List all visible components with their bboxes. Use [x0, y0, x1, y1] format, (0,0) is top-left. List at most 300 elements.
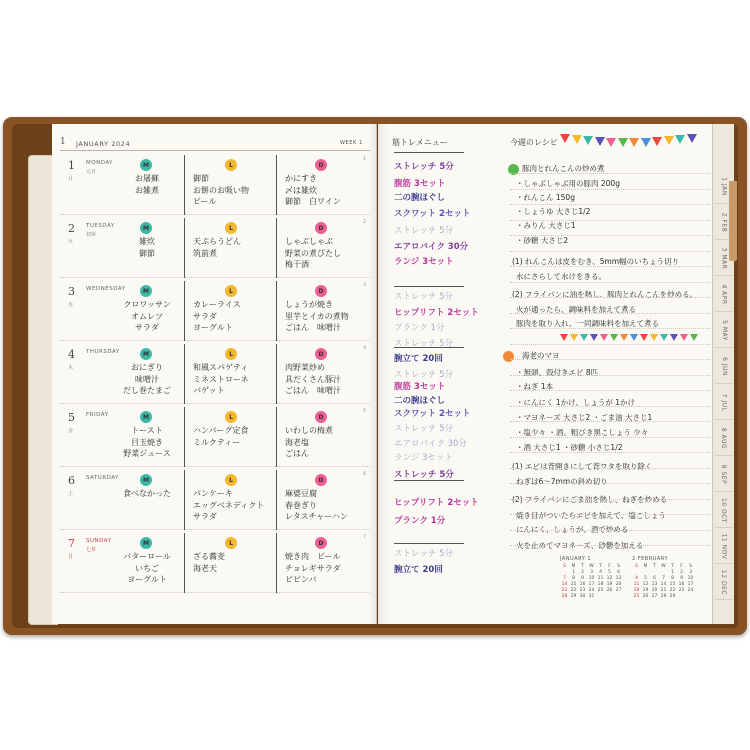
exercise-item[interactable]: エアロバイク 30分 — [394, 242, 469, 252]
recipe-line: (2) フライパンにごま油を熱し、ねぎを炒める — [512, 495, 668, 504]
mini-calendar-day: F — [608, 564, 611, 569]
mini-calendar-day: 21 — [660, 588, 667, 593]
lunch-menu-line: カレーライス — [193, 300, 241, 309]
mini-calendar-title: JANUARY 1 — [560, 556, 592, 562]
mini-calendar-day: 17 — [687, 582, 694, 587]
mini-calendar-day: S — [563, 564, 566, 569]
mini-calendar-day: 19 — [642, 588, 649, 593]
exercise-item[interactable]: ランジ 3セット — [394, 453, 453, 463]
morning-menu — [112, 299, 182, 334]
month-tab-label: 1 JAN — [720, 176, 728, 196]
dinner-menu — [285, 488, 368, 523]
morning-menu — [112, 425, 182, 460]
mini-calendar-day: 25 — [633, 594, 640, 599]
day-number: 3 — [68, 285, 75, 298]
lunch-menu — [193, 488, 272, 523]
mini-calendar-grid — [560, 564, 623, 599]
mini-calendar-title: 2 FEBRUARY — [632, 556, 668, 562]
day-weekday-kanji: 金 — [68, 428, 74, 434]
bunting-flag — [570, 334, 578, 341]
lunch-menu-line: エッグベネディクト — [193, 500, 265, 510]
morning-menu-line: 食べなかった — [123, 489, 171, 498]
exercise-item[interactable]: ストレッチ 5分 — [394, 424, 454, 434]
exercise-item[interactable]: ストレッチ 5分 — [394, 470, 454, 480]
bunting-flag — [670, 334, 678, 341]
month-tab[interactable] — [713, 384, 735, 420]
bunting-flag — [675, 135, 685, 144]
dinner-slot[interactable] — [276, 218, 370, 278]
bunting-flag — [680, 334, 688, 341]
mini-calendar-grid — [632, 564, 695, 599]
mini-calendar-day: 7 — [563, 576, 566, 581]
lunch-menu-line: 筑前煮 — [193, 248, 217, 258]
day-name: THURSDAY — [86, 349, 120, 355]
mini-calendar-day: 28 — [660, 594, 667, 599]
morning-menu — [112, 551, 182, 586]
bunting-flag — [580, 334, 588, 341]
mini-calendar-day: 18 — [633, 588, 640, 593]
dinner-menu-line: しゃぶしゃぶ — [285, 237, 333, 246]
lunch-slot[interactable] — [184, 281, 274, 341]
lunch-menu — [193, 173, 272, 208]
morning-menu-line: バターロール — [123, 552, 171, 561]
dinner-menu-line: ビビンバ — [285, 575, 317, 584]
mini-calendar-day: 4 — [599, 570, 602, 575]
exercise-item[interactable]: 腕立て 20回 — [394, 565, 443, 575]
mini-calendar-day: S — [689, 564, 692, 569]
morning-menu — [112, 362, 182, 397]
mini-calendar-day: 15 — [669, 582, 676, 587]
lunch-menu-line: バゲット — [193, 386, 225, 395]
morning-menu-line: お雑煮 — [135, 185, 159, 195]
exercise-underline — [394, 543, 464, 544]
dinner-dot-icon: D — [315, 285, 327, 297]
mini-calendar-day: 2 — [680, 570, 683, 575]
mini-calendar-day: 9 — [680, 576, 683, 581]
mini-calendar-day: 22 — [570, 588, 577, 593]
morning-menu-line: 雑炊 — [139, 237, 155, 246]
bunting-flag — [600, 334, 608, 341]
lunch-menu-line: ミネストローネ — [193, 374, 249, 384]
lunch-menu-line: ミルクティー — [193, 437, 241, 447]
mini-calendar-day: 3 — [590, 570, 593, 575]
mini-calendar-day: 16 — [579, 582, 586, 587]
recipe-rule — [510, 359, 710, 360]
dinner-dot-icon: D — [315, 222, 327, 234]
morning-slot[interactable] — [112, 218, 182, 278]
day-weekday-kanji: 日 — [68, 554, 74, 560]
bunting-flag — [630, 334, 638, 341]
month-tab[interactable] — [713, 456, 735, 492]
morning-menu-line: 御節 — [139, 248, 155, 258]
exercise-item[interactable]: スクワット 2セット — [394, 409, 471, 419]
mini-calendar-day: 12 — [606, 576, 613, 581]
dinner-menu-line: 麻婆豆腐 — [285, 489, 317, 498]
day-name: MONDAY — [86, 160, 114, 166]
mini-calendar-day: 23 — [678, 588, 685, 593]
day-row — [60, 344, 370, 404]
dinner-slot[interactable] — [276, 155, 370, 215]
mini-calendar-day: 29 — [570, 594, 577, 599]
morning-menu-line: おにぎり — [131, 363, 163, 372]
lunch-slot[interactable] — [184, 533, 274, 593]
morning-menu-line: サラダ — [135, 323, 159, 332]
recipe-rule — [510, 313, 710, 314]
morning-menu-line: いちご — [135, 563, 159, 573]
recipe-rule — [510, 344, 710, 345]
exercise-underline — [394, 152, 464, 153]
dinner-menu-line: 具だくさん豚汁 — [285, 374, 341, 384]
recipe-rule — [510, 328, 710, 329]
week-label: WEEK 1 — [340, 140, 363, 146]
mini-calendar-day: 1 — [671, 570, 674, 575]
recipe-rule — [510, 220, 710, 221]
lunch-dot-icon: L — [225, 474, 237, 486]
morning-slot[interactable] — [112, 155, 182, 215]
day-mark: 3 — [363, 283, 366, 288]
mini-calendar-day — [641, 570, 650, 575]
morning-slot[interactable] — [112, 470, 182, 530]
mini-calendar-day: 24 — [687, 588, 694, 593]
bunting-flag — [640, 334, 648, 341]
day-name: TUESDAY — [86, 223, 115, 229]
dinner-menu-line: 肉野菜炒め — [285, 363, 325, 372]
dinner-menu-line: ごはん 味噌汁 — [285, 386, 341, 395]
mini-calendar-day: S — [635, 564, 638, 569]
recipe-line: ・砂糖 大さじ2 — [516, 236, 569, 245]
exercise-item[interactable]: ストレッチ 5分 — [394, 370, 454, 380]
day-note: 元日 — [86, 169, 97, 175]
recipe-line: (1) れんこんは皮をむき、5mm幅のいちょう切り — [512, 257, 680, 266]
month-tab-label: 6 JUN — [720, 356, 728, 376]
month-tab[interactable] — [713, 348, 735, 384]
morning-menu-line: 野菜ジュース — [123, 449, 171, 458]
dinner-menu-line: 焼き肉 ビール — [285, 552, 341, 561]
recipe-line: 水にさらして水けをきる。 — [516, 272, 606, 281]
day-mark: 5 — [363, 409, 366, 414]
recipe-rule — [510, 530, 710, 531]
dinner-menu — [285, 236, 368, 271]
day-row — [60, 533, 370, 593]
exercise-item[interactable]: ストレッチ 5分 — [394, 292, 454, 302]
exercise-item[interactable]: 腹筋 3セット — [394, 179, 446, 189]
day-note: 初夢 — [86, 232, 97, 238]
day-name: FRIDAY — [86, 412, 109, 418]
lunch-dot-icon: L — [225, 537, 237, 549]
exercise-item[interactable]: プランク 1分 — [394, 323, 445, 333]
month-tab[interactable] — [713, 276, 735, 312]
mini-calendar-day: 15 — [570, 582, 577, 587]
recipe-line: 海老のマヨ — [522, 351, 560, 360]
recipe-line: ・みりん 大さじ1 — [516, 221, 576, 230]
mini-calendar-day: 12 — [642, 582, 649, 587]
day-row — [60, 470, 370, 530]
exercise-item[interactable]: 二の腕ほぐし — [394, 396, 446, 406]
mini-calendar-day: 21 — [561, 588, 568, 593]
day-weekday-kanji: 火 — [68, 239, 74, 245]
mini-calendar-day: 8 — [572, 576, 575, 581]
bunting-flag — [590, 334, 598, 341]
recipe-line: 豚肉を取り入れ、一同調味料を加えて煮る — [516, 319, 659, 328]
mini-calendar-day: T — [581, 564, 584, 569]
bunting-flag — [687, 134, 697, 143]
bunting-flag — [629, 138, 639, 147]
recipe-rule — [510, 266, 710, 267]
morning-dot-icon: M — [140, 285, 152, 297]
mini-calendar-day: F — [680, 564, 683, 569]
morning-menu-line: 目玉焼き — [131, 437, 163, 447]
morning-slot[interactable] — [112, 533, 182, 593]
exercise-item[interactable]: ランジ 3セット — [394, 257, 454, 267]
month-tab-label: 4 APR — [720, 283, 728, 305]
recipe-rule — [510, 437, 710, 438]
day-row — [60, 281, 370, 341]
morning-dot-icon: M — [140, 348, 152, 360]
day-mark: 1 — [363, 157, 366, 162]
morning-dot-icon: M — [140, 537, 152, 549]
mini-calendar-day: 8 — [671, 576, 674, 581]
exercise-item[interactable]: ストレッチ 5分 — [394, 339, 454, 349]
mini-calendar-day — [560, 570, 569, 575]
day-number: 4 — [68, 348, 75, 361]
exercise-item[interactable]: ヒップリフト 2セット — [394, 308, 479, 318]
morning-slot[interactable] — [112, 407, 182, 467]
dinner-menu — [285, 173, 368, 208]
recipe-line: ・しゃぶしゃぶ用の豚肉 200g — [516, 179, 620, 188]
lunch-menu-line: ヨーグルト — [193, 323, 233, 332]
mini-calendar-day: 29 — [669, 594, 676, 599]
exercise-item[interactable]: スクワット 2セット — [394, 209, 471, 219]
lunch-menu-line: お餅のお吸い物 — [193, 185, 249, 195]
lunch-slot[interactable] — [184, 155, 274, 215]
day-mark: 6 — [363, 472, 366, 477]
mini-calendar-day: 5 — [608, 570, 611, 575]
recipe-rule — [510, 390, 710, 391]
lunch-menu-line: ざる蕎麦 — [193, 552, 225, 561]
lunch-dot-icon: L — [225, 411, 237, 423]
recipe-line: 豚肉とれんこんの炒め煮 — [522, 164, 605, 173]
mini-calendar-day: M — [571, 564, 576, 569]
recipe-rule — [510, 499, 710, 500]
bunting-flag — [595, 137, 605, 146]
dinner-slot[interactable] — [276, 407, 370, 467]
day-name: SATURDAY — [86, 475, 119, 481]
mini-calendar-day: 1 — [572, 570, 575, 575]
recipe-line: にんにく、しょうが、酒で炒める — [516, 525, 629, 534]
bunting-flag — [618, 138, 628, 147]
dinner-dot-icon: D — [315, 474, 327, 486]
exercise-underline — [394, 480, 464, 481]
lunch-menu-line: ハンバーグ定食 — [193, 426, 249, 435]
month-tab[interactable] — [713, 564, 735, 600]
exercise-item[interactable]: 腕立て 20回 — [394, 354, 443, 364]
recipe-line: ・マヨネーズ 大さじ2 ・ごま油 大さじ1 — [516, 413, 653, 422]
recipe-line: (2) フライパンに油を熱し、豚肉とれんこんを炒める。 — [512, 290, 698, 299]
morning-menu-line: お屠蘇 — [135, 174, 159, 183]
exercise-column — [392, 137, 507, 148]
exercise-title: 筋トレメニュー — [392, 138, 448, 147]
bunting-flag — [572, 135, 582, 144]
mini-calendar-day: 22 — [669, 588, 676, 593]
lunch-slot[interactable] — [184, 407, 274, 467]
bunting-flag — [583, 136, 593, 145]
day-name: SUNDAY — [86, 538, 112, 544]
exercise-item[interactable]: ヒップリフト 2セット — [394, 498, 479, 508]
recipe-rule — [510, 189, 710, 190]
dinner-menu-line: いわしの梅煮 — [285, 426, 333, 435]
lunch-menu — [193, 362, 272, 397]
month-tab-label: 8 AUG — [720, 427, 728, 449]
mini-calendar-day: 24 — [588, 588, 595, 593]
morning-dot-icon: M — [140, 159, 152, 171]
mini-calendar-day: 4 — [635, 576, 638, 581]
lunch-dot-icon: L — [225, 222, 237, 234]
exercise-item[interactable]: 腹筋 3セット — [394, 382, 446, 392]
mini-calendar-day: 23 — [579, 588, 586, 593]
bunting-flag — [690, 334, 698, 341]
mini-calendar-day — [632, 570, 641, 575]
recipe-line: ・酒 大さじ1 ・砂糖 小さじ1/2 — [516, 443, 623, 452]
dinner-menu — [285, 362, 368, 397]
day-mark: 4 — [363, 346, 366, 351]
recipe-rule — [510, 251, 710, 252]
mini-calendar-day: T — [671, 564, 674, 569]
mini-calendar-day: 10 — [687, 576, 694, 581]
dinner-menu-line: チョレギサラダ — [285, 563, 341, 573]
month-tab-label: 9 SEP — [720, 464, 728, 484]
dinner-menu-line: レタスチャーハン — [285, 512, 348, 521]
month-tab-label: 7 JUL — [720, 393, 728, 411]
spine — [368, 124, 388, 624]
dinner-dot-icon: D — [315, 348, 327, 360]
dinner-slot[interactable] — [276, 533, 370, 593]
lunch-slot[interactable] — [184, 344, 274, 404]
orange-dot-icon — [503, 351, 514, 362]
dinner-menu-line: かにすき — [285, 174, 317, 183]
morning-dot-icon: M — [140, 222, 152, 234]
lunch-slot[interactable] — [184, 218, 274, 278]
lunch-menu-line: パンケーキ — [193, 489, 233, 498]
bunting-decoration-2 — [560, 334, 700, 344]
exercise-item[interactable]: ストレッチ 5分 — [394, 162, 454, 172]
recipe-rule — [510, 282, 710, 283]
morning-slot[interactable] — [112, 344, 182, 404]
month-tab-label: 11 NOV — [720, 533, 728, 559]
mini-calendar-day: 11 — [633, 582, 640, 587]
recipe-line: ・無頭、殻付きエビ 8匹 — [516, 368, 599, 377]
mini-calendar-day: 27 — [651, 594, 658, 599]
mini-calendar-day: 17 — [588, 582, 595, 587]
lunch-menu-line: ビール — [193, 197, 217, 206]
recipe-line: ねぎは6〜7mmの斜め切り — [516, 477, 608, 486]
day-number: 6 — [68, 474, 75, 487]
lunch-menu — [193, 236, 272, 259]
recipe-line: ・にんにく 1かけ、しょうが 1かけ — [516, 398, 636, 407]
month-tab-label: 12 DEC — [720, 569, 728, 595]
recipe-rule — [510, 204, 710, 205]
bunting-flag — [610, 334, 618, 341]
lunch-dot-icon: L — [225, 285, 237, 297]
mini-calendar-day: W — [661, 564, 666, 569]
lunch-menu-line: 海老天 — [193, 563, 217, 573]
mini-calendar-day: W — [589, 564, 594, 569]
dinner-slot[interactable] — [276, 281, 370, 341]
recipe-rule — [510, 297, 710, 298]
day-number: 1 — [68, 159, 75, 172]
lunch-menu — [193, 425, 272, 448]
mini-calendar-day: 19 — [606, 582, 613, 587]
recipe-rule — [510, 545, 710, 546]
mini-calendar-day: 16 — [678, 582, 685, 587]
day-mark: 2 — [363, 220, 366, 225]
mini-calendar-day: M — [643, 564, 648, 569]
recipe-line: ・しょうゆ 大さじ1/2 — [516, 207, 591, 216]
dinner-slot[interactable] — [276, 470, 370, 530]
recipe-rule — [510, 468, 710, 469]
mini-calendar-day: 18 — [597, 582, 604, 587]
mini-calendar-day: 20 — [651, 588, 658, 593]
dinner-menu-line: 御節 白ワイン — [285, 197, 341, 206]
exercise-item[interactable]: 二の腕ほぐし — [394, 193, 446, 203]
morning-slot[interactable] — [112, 281, 182, 341]
lunch-menu-line: 和風スパゲティ — [193, 363, 249, 372]
mini-calendar-day: 14 — [561, 582, 568, 587]
day-weekday-kanji: 土 — [68, 491, 74, 497]
lunch-slot[interactable] — [184, 470, 274, 530]
recipe-rule — [510, 235, 710, 236]
mini-calendar-day: 31 — [588, 594, 595, 599]
exercise-item[interactable]: エアロバイク 30分 — [394, 439, 467, 449]
left-mark: 1 — [60, 137, 67, 147]
day-mark: 7 — [363, 535, 366, 540]
mini-calendar-day: 2 — [581, 570, 584, 575]
mini-calendar-day: 26 — [642, 594, 649, 599]
mini-calendar-day: 3 — [689, 570, 692, 575]
day-note: 七草 — [86, 547, 97, 553]
day-weekday-kanji: 月 — [68, 176, 74, 182]
mini-calendar-day: 27 — [615, 588, 622, 593]
dinner-menu — [285, 551, 368, 586]
bunting-flag — [620, 334, 628, 341]
month-tab[interactable] — [713, 528, 735, 564]
day-name: WEDNESDAY — [86, 286, 126, 292]
mini-calendar-day: 25 — [597, 588, 604, 593]
recipe-rule — [510, 514, 710, 515]
day-row — [60, 218, 370, 278]
dinner-menu-line: 〆は雑炊 — [285, 185, 317, 195]
morning-menu-line: クロワッサン — [123, 300, 171, 309]
month-tab[interactable] — [713, 420, 735, 456]
month-tab[interactable] — [713, 312, 735, 348]
mini-calendar-day: 11 — [597, 576, 604, 581]
exercise-item[interactable]: ストレッチ 5分 — [394, 226, 454, 236]
dinner-menu-line: 梅干酒 — [285, 260, 309, 269]
dinner-menu-line: 海老塩 — [285, 437, 309, 447]
month-tab[interactable] — [713, 492, 735, 528]
mini-calendar-day: T — [599, 564, 602, 569]
dinner-menu-line: しょうが焼き — [285, 300, 333, 309]
dinner-slot[interactable] — [276, 344, 370, 404]
recipe-rule — [510, 173, 710, 174]
dinner-menu-line: 春巻ぎり — [285, 500, 317, 510]
month-tab-label: 3 MAR — [720, 247, 728, 269]
exercise-item[interactable]: プランク 1分 — [394, 516, 446, 526]
month-tab-label: 5 MAY — [720, 319, 728, 341]
lunch-menu-line: 御節 — [193, 174, 209, 183]
morning-menu-line: だし巻たまご — [123, 386, 171, 395]
lunch-menu-line: サラダ — [193, 512, 217, 521]
exercise-item[interactable]: ストレッチ 5分 — [394, 549, 454, 559]
